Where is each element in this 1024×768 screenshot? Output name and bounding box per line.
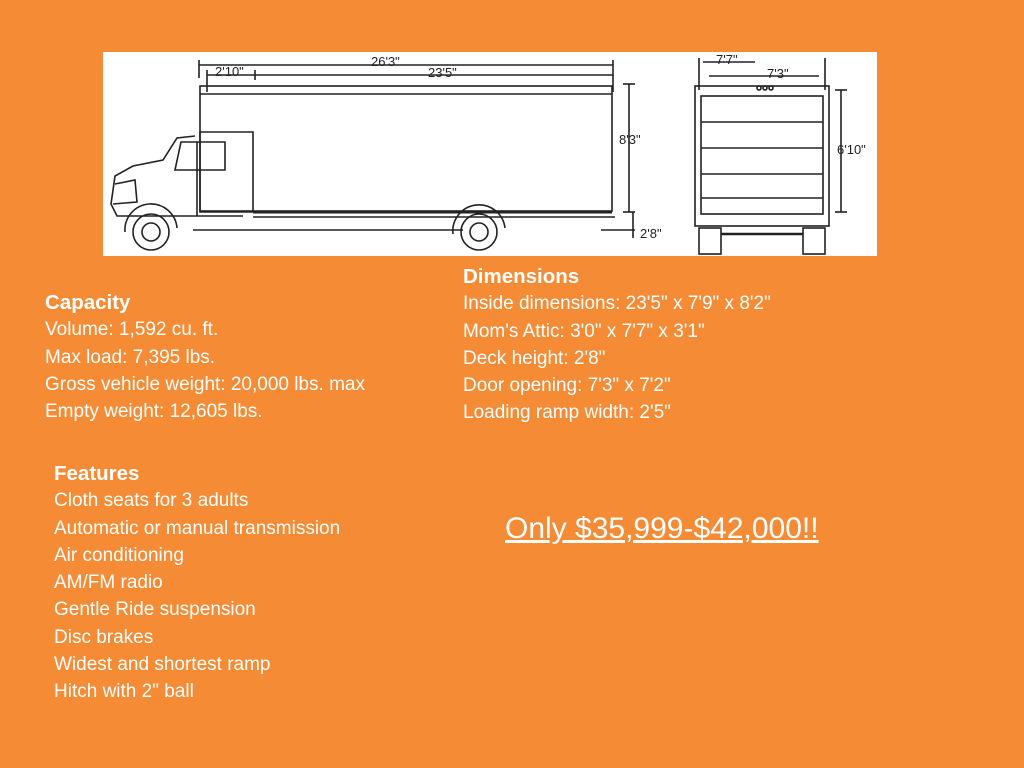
box-height-label: 8'3" — [619, 132, 641, 147]
box-length-label: 23'5" — [428, 65, 457, 80]
capacity-heading: Capacity — [45, 291, 131, 314]
dimensions-line: Deck height: 2'8" — [463, 347, 606, 369]
feature-item: Hitch with 2" ball — [54, 681, 194, 703]
feature-item: Automatic or manual transmission — [54, 517, 341, 539]
capacity-line: Empty weight: 12,605 lbs. — [45, 401, 263, 423]
feature-item: Gentle Ride suspension — [54, 599, 256, 621]
dimensions-line: Loading ramp width: 2'5" — [463, 402, 671, 424]
dimensions-line: Mom's Attic: 3'0" x 7'7" x 3'1" — [463, 320, 705, 342]
overall-width-label: 7'7" — [716, 52, 738, 67]
dimensions-line: Inside dimensions: 23'5" x 7'9" x 8'2" — [463, 293, 771, 315]
rear-door — [701, 96, 823, 214]
feature-item: AM/FM radio — [54, 572, 163, 594]
capacity-line: Max load: 7,395 lbs. — [45, 346, 216, 368]
overall-length-label: 26'3" — [371, 54, 400, 69]
price-link[interactable]: Only $35,999-$42,000!! — [505, 512, 819, 545]
dimensions-line: Door opening: 7'3" x 7'2" — [463, 375, 671, 397]
rear-wheel — [461, 214, 497, 250]
attic-length-label: 2'10" — [215, 64, 244, 79]
feature-item: Air conditioning — [54, 544, 184, 566]
truck-diagram-svg — [103, 52, 877, 256]
capacity-line: Volume: 1,592 cu. ft. — [45, 319, 219, 341]
door-height-label: 6'10" — [837, 142, 866, 157]
dimensions-section — [463, 263, 771, 427]
cargo-box — [200, 86, 612, 211]
side-view — [111, 60, 635, 250]
rear-box — [695, 86, 829, 226]
rear-view — [695, 58, 847, 254]
feature-item: Widest and shortest ramp — [54, 654, 271, 676]
capacity-section — [45, 289, 365, 425]
truck-diagram — [103, 52, 877, 256]
dimensions-heading: Dimensions — [463, 265, 580, 288]
features-section — [54, 460, 340, 706]
feature-item: Cloth seats for 3 adults — [54, 490, 249, 512]
rear-left-wheel — [699, 228, 721, 254]
features-heading: Features — [54, 462, 140, 485]
feature-item: Disc brakes — [54, 626, 154, 648]
door-width-label: 7'3" — [767, 66, 789, 81]
front-wheel — [133, 214, 169, 250]
capacity-line: Gross vehicle weight: 20,000 lbs. max — [45, 373, 365, 395]
cab-outline — [111, 136, 243, 216]
deck-height-label: 2'8" — [640, 226, 662, 241]
rear-right-wheel — [803, 228, 825, 254]
rear-labels — [716, 52, 866, 157]
grille — [113, 180, 137, 204]
